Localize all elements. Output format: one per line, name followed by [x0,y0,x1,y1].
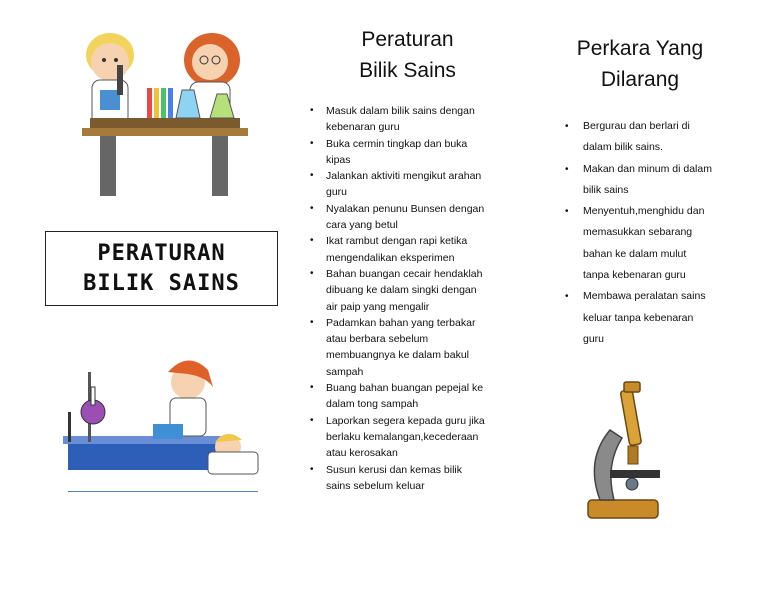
list-item: • Masuk dalam bilik sains dengan kebenaran guru [310,103,485,136]
rules-heading [300,24,515,86]
prohibited-heading-line2: Dilarang [600,68,680,91]
title-box [45,231,278,306]
prohibited-heading [545,33,735,95]
middle-panel [300,0,515,594]
lab-experiment-illustration [58,352,268,482]
list-item: • Buang bahan buangan pepejal ke dalam tong sampah [310,380,485,413]
list-item: • Nyalakan penunu Bunsen dengan cara yang betul [310,201,485,234]
microscope-illustration [580,380,670,525]
list-item: • Padamkan bahan yang terbakar atau berbara sebelum membuangnya ke dalam bakul sampah [310,315,485,380]
list-item: • Jalankan aktiviti mengikut arahan guru [310,168,485,201]
rules-heading-line1: Peraturan [361,28,454,51]
rules-heading-line2: Bilik Sains [359,59,456,82]
divider [68,491,258,492]
list-item: • Bahan buangan cecair hendaklah dibuang ke dalam singki dengan air paip yang mengalir [310,266,485,315]
list-item: • Buka cermin tingkap dan buka kipas [310,136,485,169]
list-item: • Membawa peralatan sains keluar tanpa kebenaran guru [565,286,715,350]
list-item: • Ikat rambut dengan rapi ketika mengendalikan eksperimen [310,233,485,266]
right-panel [515,0,768,594]
rules-list [310,103,485,494]
list-item: • Laporkan segera kepada guru jika berlaku kemalangan,kecederaan atau kerosakan [310,413,485,462]
list-item: • Makan dan minum di dalam bilik sains [565,159,715,202]
prohibited-list [565,116,715,350]
list-item: • Bergurau dan berlari di dalam bilik sains. [565,116,715,159]
children-scientists-illustration [62,20,262,200]
prohibited-heading-line1: Perkara Yang [576,37,704,60]
list-item: • Susun kerusi dan kemas bilik sains sebelum keluar [310,462,485,495]
list-item: • Menyentuh,menghidu dan memasukkan sebarang bahan ke dalam mulut tanpa kebenaran guru [565,201,715,286]
page-title: PERATURAN BILIK SAINS [83,240,240,296]
left-panel [0,0,300,594]
